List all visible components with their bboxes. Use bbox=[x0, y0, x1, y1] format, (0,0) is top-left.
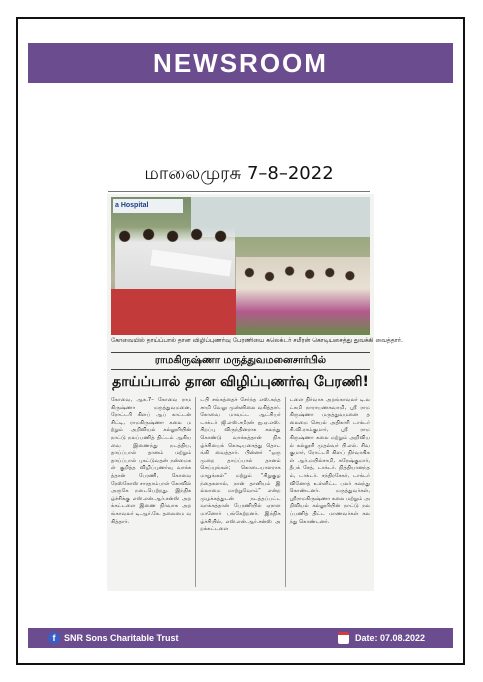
article-column: கோவை, ஆக.7– கோவை ராமகிருஷ்ணா மருத்துவமனை, ரோட்டரி கிளப் ஆப் காட்டன் சிட்டி, ராமகிருஷ்ணா கலை மற்றும் அறிவியல் கல்லூரியின் நாட்டு நலப்பணித் திட்டம் ஆகியவை இணைந்து நடத்திய, தாய்ப்பால் தானம் மற்றும் தாய்ப்பால் புகட்டுவதன் நன்மைகள் குறித்த விழிப்புணர்வு வாக்கத்தான் பேரணி, கோவை ரேஸ்கோஸ் சாரதாம்பாள் கோவில் அருகே நடைபெற்றது. இந்நிகழ்ச்சிக்கு எஸ்.என்.ஆர்.சன்ஸ் அறக்கட்டளை இணை நிர்வாக அறங்காவலர் டி.ஆர்.கே. தலைமை வகித்தார். bbox=[111, 397, 192, 525]
newsroom-banner: NEWSROOM bbox=[28, 43, 453, 83]
event-photo bbox=[111, 197, 370, 335]
footer-bar bbox=[28, 628, 453, 648]
trust-name: SNR Sons Charitable Trust bbox=[64, 633, 179, 643]
column-divider bbox=[195, 397, 196, 587]
article-subheadline: ராமகிருஷ்ணா மருத்துவமனைசார்பில் bbox=[111, 352, 370, 370]
article-headline: தாய்ப்பால் தான விழிப்புணர்வு பேரணி! bbox=[112, 374, 369, 390]
column-divider bbox=[285, 397, 286, 587]
newspaper-masthead: மாலைமுரசு 7–8–2022 bbox=[144, 163, 334, 184]
article-column: டபி சங்கத்தைச் சேர்ந்த எஸ்.கந்தசாமி வேலு முன்னிலை வகித்தார். கோவை மாவட்ட ஆட்சியர் டாக்டர் ஜி.எஸ்.சமீரன் ஐ.ஏ.எஸ். சிறப்பு விருந்தினராக கலந்து கொண்டு வாக்கத்தான் நிகழ்ச்சியைக் கொடியசைத்து தொடங்கி வைத்தார். பின்னர் “ஒரு முறை தாய்ப்பால் தானம் செய்யுங்கள்; கொடையாளராக மாறுங்கள்” மற்றும் “சிறுகுழந்தைகளால், நான் தானியம் இல்லாமை மாற்றுவோம்” என்ற முழக்கத்துடன் நடத்தப்பட்ட வாக்கத்தான் பேரணியில் ஏராளமானோர் பங்கேற்றனர். இந்நிகழ்ச்சியில், எஸ்.என்.ஆர்.சன்ஸ் அறக்கட்டளை bbox=[200, 397, 281, 533]
facebook-icon[interactable]: f bbox=[48, 632, 60, 644]
article-column: டளை நிர்வாக அறங்காவலர் டி.லட்சுமி நாராயணசுவாமி, ஸ்ரீ ராமகிருஷ்ணா மருத்துவமனை தலைமை செயல் அதிகாரி டாக்டர் சி.வி.ராம்குமார், ஸ்ரீ ராமகிருஷ்ணா கலை மற்றும் அறிவியல் கல்லூரி முதல்வர் பி.எல். சிவகுமார், ரோட்டரி கிளப் நிர்வாகிகள் ஆர்.மயில்சாமி, சுரேஷ்குமார், தீபக் சேத், டாக்டர். நித்தியானந்தம், டாக்டர். சந்திரசேகர், டாக்டர் வினோத் உள்ளிட்ட பலர் கலந்து கொண்டனர். மருத்துவர்கள், ஸ்ரீராமகிருஷ்ணா கலை மற்றும் அறிவியல் கல்லூரியின் நாட்டு நலப்பணித் திட்ட மாணவர்கள் கலந்து கொண்டனர். bbox=[289, 397, 370, 525]
photo-caption: கோவையில் தாய்ப்பால் தான விழிப்புணர்வு பேரணியை கலெக்டர் சமீரன் கொடியசைத்து துவக்கி வைத்தார். bbox=[111, 337, 403, 344]
crowd bbox=[236, 257, 370, 335]
calendar-icon bbox=[338, 632, 349, 644]
newspaper-clipping bbox=[107, 194, 403, 591]
stage bbox=[111, 289, 241, 335]
article-body bbox=[111, 397, 370, 587]
publish-date: Date: 07.08.2022 bbox=[355, 633, 426, 643]
masthead-divider bbox=[108, 191, 370, 192]
hospital-sign: a Hospital bbox=[113, 199, 183, 213]
page-frame bbox=[16, 17, 465, 665]
